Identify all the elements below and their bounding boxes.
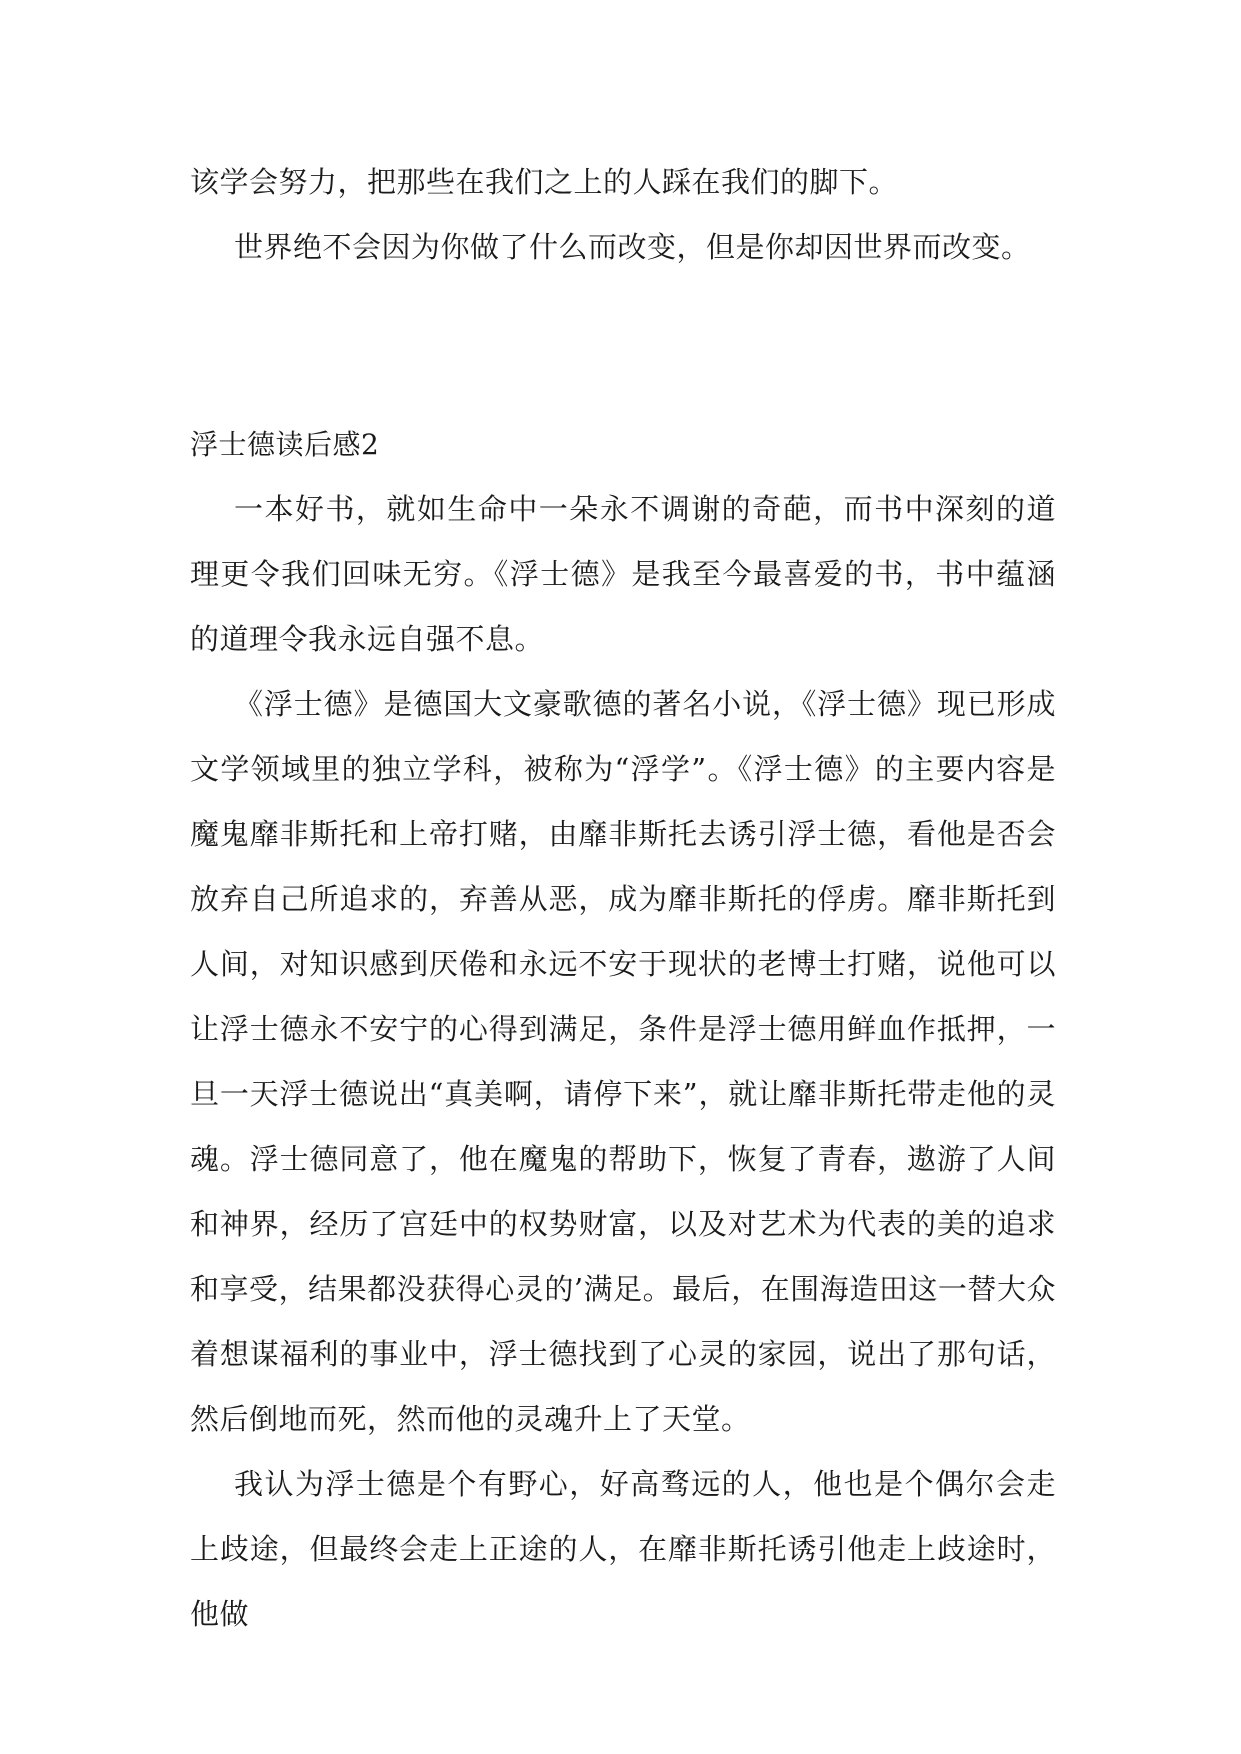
continued-text-block bbox=[190, 150, 1056, 280]
section-title: 浮士德读后感2 bbox=[190, 428, 380, 461]
paragraph-1: 一本好书，就如生命中一朵永不调谢的奇葩，而书中深刻的道理更令我们回味无穷。《浮士德》是我至今最喜爱的书，书中蕴涵的道理令我永远自强不息。 bbox=[190, 492, 1056, 656]
paragraph-2: 《浮士德》是德国大文豪歌德的著名小说，《浮士德》现已形成文学领域里的独立学科，被称为“浮学”。《浮士德》的主要内容是魔鬼靡非斯托和上帝打赌，由靡非斯托去诱引浮士德，看他是否会放弃自己所追求的，弃善从恶，成为靡非斯托的俘虏。靡非斯托到人间，对知识感到厌倦和永远不安于现状的老博士打赌，说他可以让浮士德永不安宁的心得到满足，条件是浮士德用鲜血作抵押，一旦一天浮士德说出“真美啊，请停下来”，就让靡非斯托带走他的灵魂。浮士德同意了，他在魔鬼的帮助下，恢复了青春，遨游了人间和神界，经历了宫廷中的权势财富，以及对艺术为代表的美的追求和享受，结果都没获得心灵的’满足。最后，在围海造田这一替大众着想谋福利的事业中，浮士德找到了心灵的家园，说出了那句话，然后倒地而死，然而他的灵魂升上了天堂。 bbox=[190, 687, 1056, 1436]
continued-paragraph: 该学会努力，把那些在我们之上的人踩在我们的脚下。 bbox=[190, 165, 899, 199]
paragraph-3: 我认为浮士德是个有野心，好高骛远的人，他也是个偶尔会走上歧途，但最终会走上正途的人，在靡非斯托诱引他走上歧途时，他做 bbox=[190, 1467, 1056, 1631]
closing-paragraph: 世界绝不会因为你做了什么而改变，但是你却因世界而改变。 bbox=[234, 230, 1031, 264]
essay-section bbox=[190, 412, 1056, 1647]
